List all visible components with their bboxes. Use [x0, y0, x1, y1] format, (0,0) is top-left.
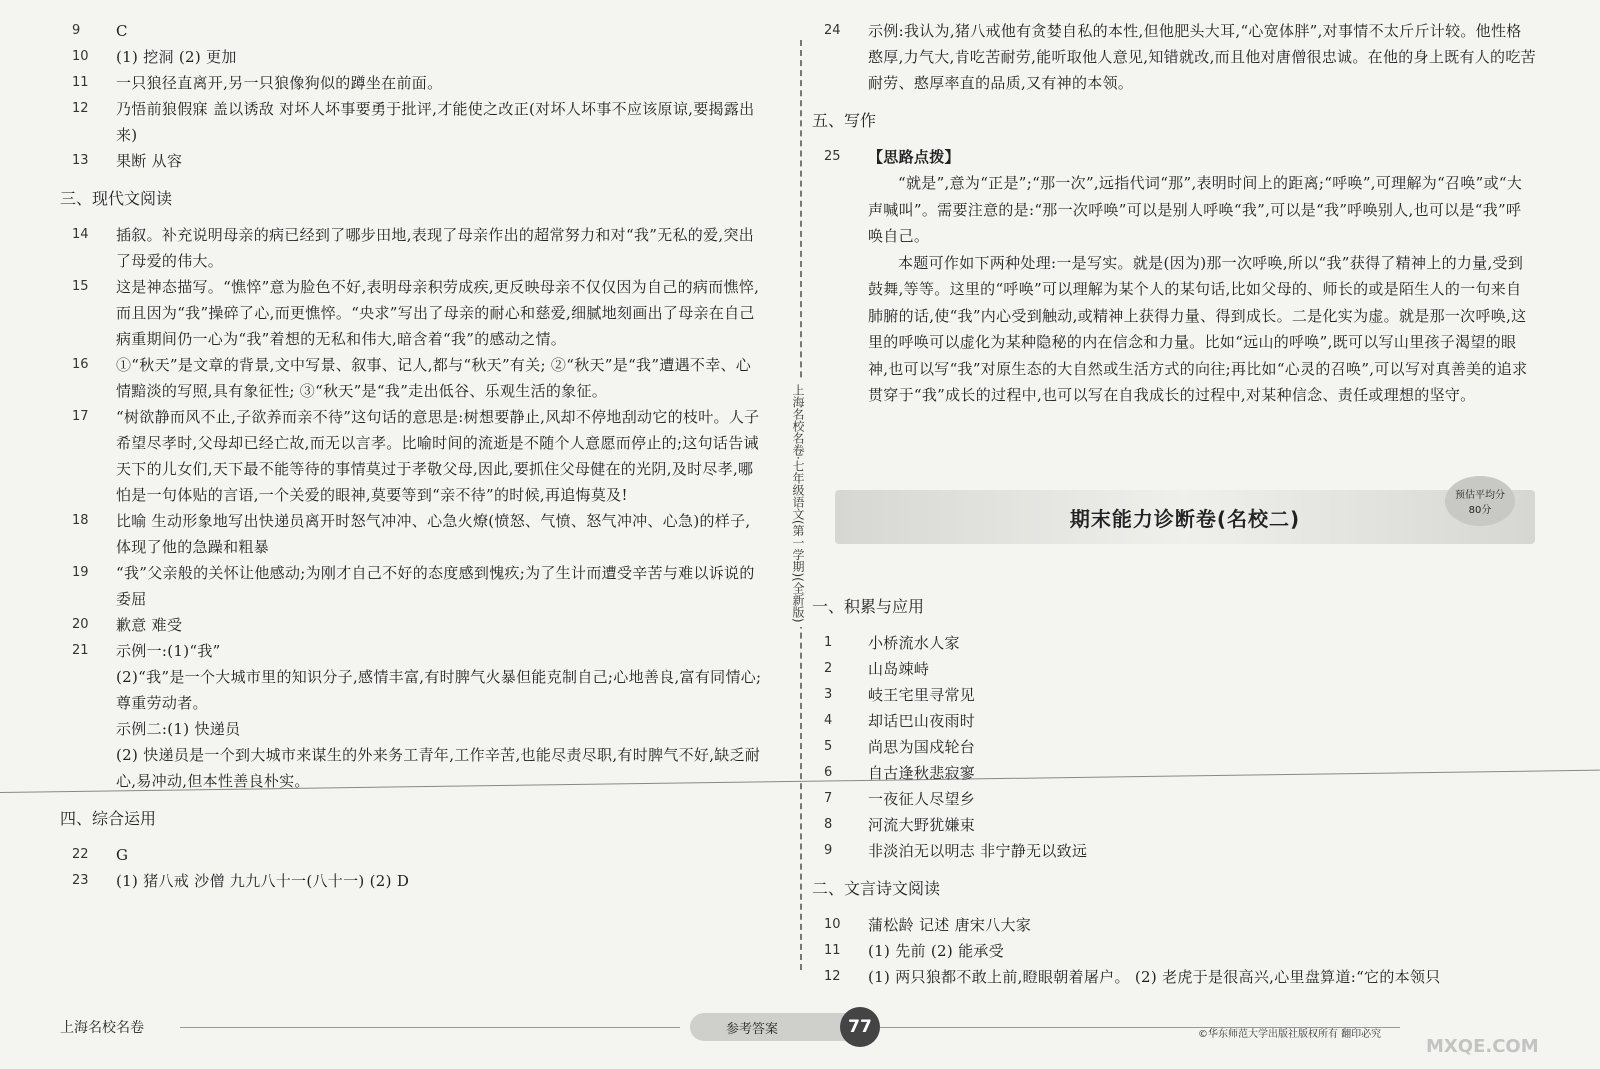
item-text: (1) 两只狼都不敢上前,瞪眼朝着屠户。 (2) 老虎于是很高兴,心里盘算道:“它的本领只 [868, 968, 1441, 986]
item-text: (1) 挖洞 (2) 更加 [116, 48, 237, 66]
writing-hint-paragraph: 本题可作如下两种处理:一是写实。就是(因为)那一次呼唤,所以“我”获得了精神上的力量,受到鼓舞,等等。这里的“呼唤”可以理解为某个人的某句话,比如父母的、师长的或是陌生人的一句来自肺腑的话,使“我”内心受到触动,或精神上获得力量、得到成长。二是化实为虚。就是那一次呼唤,这里的呼唤可以虚化为某种隐秘的内在信念和力量。比如“远山的呼唤”,既可以写山里孩子渴望的眼神,也可以写“我”对原生态的大自然或生活方式的向往;再比如“心灵的召唤”,可以写对真善美的追求贯穿于“我”成长的过程中,也可以写在自我成长的过程中,对某种信念、责任或理想的坚守。 [868, 253, 1528, 404]
answer-item [72, 638, 764, 664]
section-heading-1: 一、积累与应用 [812, 597, 925, 616]
answer-21-line: (2) 快递员是一个到大城市来谋生的外来务工青年,工作辛苦,也能尽责尽职,有时脾气不好,缺乏耐心,易冲动,但本性善良朴实。 [116, 746, 761, 790]
item-number: 11 [824, 943, 841, 958]
item-number: 8 [824, 817, 833, 832]
answer-item [824, 812, 1536, 838]
item-text: 插叙。补充说明母亲的病已经到了哪步田地,表现了母亲作出的超常努力和对“我”无私的爱,突出了母爱的伟大。 [116, 226, 755, 270]
watermark-logo [1420, 1000, 1590, 1060]
right-column-lower [812, 582, 1536, 990]
answer-item [824, 838, 1536, 864]
item-number: 5 [824, 739, 833, 754]
answer-item [72, 44, 764, 70]
answer-item-24 [824, 18, 1536, 96]
answers-group-a [72, 18, 764, 174]
item-number: 12 [824, 969, 841, 984]
answer-item [824, 760, 1536, 786]
writing-hint-paragraph: “就是”,意为“正是”;“那一次”,远指代词“那”,表明时间上的距离;“呼唤”,可理解为“召唤”或“大声喊叫”。需要注意的是:“那一次呼唤”可以是别人呼唤“我”,可以是“我”呼唤别人,也可以是“我”呼唤自己。 [868, 174, 1523, 245]
item-number: 17 [72, 409, 89, 424]
answer-21-line: 示例二:(1) 快递员 [116, 720, 241, 738]
section-heading-3: 三、现代文阅读 [60, 189, 173, 208]
item-text: 歉意 难受 [116, 616, 183, 634]
answers-group-b [72, 222, 764, 664]
answer-item [824, 708, 1536, 734]
item-text: 一只狼径直离开,另一只狼像狗似的蹲坐在前面。 [116, 74, 443, 92]
answer-item [824, 912, 1536, 938]
section-heading-2: 二、文言诗文阅读 [812, 879, 941, 898]
answer-item [72, 868, 764, 894]
item-text: 山岛竦峙 [868, 660, 930, 678]
hint-heading: 【思路点拨】 [868, 148, 960, 166]
answer-item [72, 70, 764, 96]
footer-rule [180, 1027, 680, 1028]
item-text: G [116, 846, 129, 864]
exam-title: 期末能力诊断卷(名校二) [1069, 506, 1301, 531]
item-number: 10 [824, 917, 841, 932]
item-number: 10 [72, 49, 89, 64]
item-number: 22 [72, 847, 89, 862]
answer-item [72, 18, 764, 44]
item-text: 非淡泊无以明志 非宁静无以致远 [868, 842, 1088, 860]
item-text: 河流大野犹嫌束 [868, 816, 976, 834]
answer-item [824, 964, 1536, 990]
answers-group-e [824, 912, 1536, 990]
item-text: (1) 先前 (2) 能承受 [868, 942, 1004, 960]
item-text: ①“秋天”是文章的背景,文中写景、叙事、记人,都与“秋天”有关; ②“秋天”是“我”遭遇不幸、心情黯淡的写照,具有象征性; ③“秋天”是“我”走出低谷、乐观生活的象征。 [116, 356, 752, 400]
item-number: 15 [72, 279, 89, 294]
answer-item [824, 938, 1536, 964]
exam-title-banner [835, 490, 1535, 544]
item-number: 21 [72, 643, 89, 658]
item-number: 9 [824, 843, 833, 858]
vertical-book-title: 上海名校名卷·七年级语文(第一学期)(全新版) [790, 380, 807, 627]
item-text: 乃悟前狼假寐 盖以诱敌 对坏人坏事要勇于批评,才能使之改正(对坏人坏事不应该原谅,要揭露出来) [116, 100, 755, 144]
left-column [60, 18, 764, 894]
answer-item [72, 612, 764, 638]
score-badge [1445, 476, 1515, 526]
item-text: 示例:我认为,猪八戒他有贪婪自私的本性,但他肥头大耳,“心宽体胖”,对事情不太斤斤计较。他性格憨厚,力气大,肯吃苦耐劳,能听取他人意见,知错就改,而且他对唐僧很忠诚。在他的身上既有人的吃苦耐劳、憨厚率直的品质,又有神的本领。 [868, 22, 1536, 92]
item-number: 23 [72, 873, 89, 888]
answers-group-d [824, 630, 1536, 864]
answer-item [72, 842, 764, 868]
answers-group-c [72, 842, 764, 894]
answer-21-continued [72, 664, 764, 794]
item-number: 9 [72, 23, 81, 38]
page-number: 77 [840, 1007, 880, 1047]
item-text: 却话巴山夜雨时 [868, 712, 976, 730]
score-badge-label: 预估平均分 [1455, 490, 1505, 501]
item-number: 3 [824, 687, 833, 702]
answer-item-25 [824, 144, 1536, 170]
item-text: (1) 猪八戒 沙僧 九九八十一(八十一) (2) D [116, 872, 410, 890]
item-text: 一夜征人尽望乡 [868, 790, 976, 808]
answer-item [824, 734, 1536, 760]
answer-item [72, 148, 764, 174]
item-number: 18 [72, 513, 89, 528]
item-text: “我”父亲般的关怀让他感动;为刚才自己不好的态度感到愧疚;为了生计而遭受辛苦与难以诉说的委屈 [116, 564, 755, 608]
footer-tab-label: 参考答案 [690, 1013, 860, 1041]
item-text: 蒲松龄 记述 唐宋八大家 [868, 916, 1032, 934]
item-number: 16 [72, 357, 89, 372]
copyright-notice: ©华东师范大学出版社版权所有 翻印必究 [1198, 1029, 1382, 1040]
answer-item [72, 352, 764, 404]
answer-item [72, 404, 764, 508]
item-number: 25 [824, 149, 841, 164]
item-number: 6 [824, 765, 833, 780]
section-heading-5: 五、写作 [812, 111, 877, 130]
item-number: 12 [72, 101, 89, 116]
item-number: 1 [824, 635, 833, 650]
item-text: 尚思为国戍轮台 [868, 738, 976, 756]
item-text: 比喻 生动形象地写出快递员离开时怒气冲冲、心急火燎(愤怒、气愤、怒气冲冲、心急)的样子,体现了他的急躁和粗暴 [116, 512, 751, 556]
item-number: 14 [72, 227, 89, 242]
section-heading-4: 四、综合运用 [60, 809, 157, 828]
item-text: 示例一:(1)“我” [116, 642, 221, 660]
answer-item [824, 786, 1536, 812]
answer-item [72, 560, 764, 612]
item-number: 4 [824, 713, 833, 728]
page-footer [0, 1005, 1600, 1055]
item-number: 13 [72, 153, 89, 168]
item-text: 果断 从容 [116, 152, 183, 170]
answer-item [72, 222, 764, 274]
answer-item [72, 508, 764, 560]
answer-item [824, 656, 1536, 682]
answer-21-line: (2)“我”是一个大城市里的知识分子,感情丰富,有时脾气火暴但能克制自己;心地善良,富有同情心;尊重劳动者。 [116, 668, 762, 712]
item-number: 11 [72, 75, 89, 90]
item-number: 19 [72, 565, 89, 580]
answer-item [824, 630, 1536, 656]
item-text: 小桥流水人家 [868, 634, 960, 652]
footer-book-name: 上海名校名卷 [60, 1020, 144, 1036]
item-text: 这是神态描写。“憔悴”意为脸色不好,表明母亲积劳成疾,更反映母亲不仅仅因为自己的病而憔悴,而且因为“我”操碎了心,而更憔悴。“央求”写出了母亲的耐心和慈爱,细腻地刻画出了母亲在自己病重期间仍一心为“我”着想的无私和伟大,暗含着“我”的感动之情。 [116, 278, 760, 348]
right-column [812, 18, 1536, 409]
watermark-text: MXQE.COM [1426, 1036, 1539, 1057]
answer-item [72, 96, 764, 148]
answer-item [824, 682, 1536, 708]
item-text: 岐王宅里寻常见 [868, 686, 976, 704]
item-text: “树欲静而风不止,子欲养而亲不待”这句话的意思是:树想要静止,风却不停地刮动它的枝叶。人子希望尽孝时,父母却已经亡故,而无以言孝。比喻时间的流逝是不随个人意愿而停止的;这句话告诫天下的儿女们,天下最不能等待的事情莫过于孝敬父母,因此,要抓住父母健在的光阴,及时尽孝,哪怕是一句体贴的言语,一个关爱的眼神,莫要等到“亲不待”的时候,再追悔莫及! [116, 408, 760, 504]
answer-item [72, 274, 764, 352]
item-number: 24 [824, 23, 841, 38]
item-text: 自古逢秋悲寂寥 [868, 764, 976, 782]
item-number: 20 [72, 617, 89, 632]
score-badge-value: 80分 [1468, 505, 1492, 516]
item-number: 7 [824, 791, 833, 806]
item-text: C [116, 22, 128, 40]
item-number: 2 [824, 661, 833, 676]
